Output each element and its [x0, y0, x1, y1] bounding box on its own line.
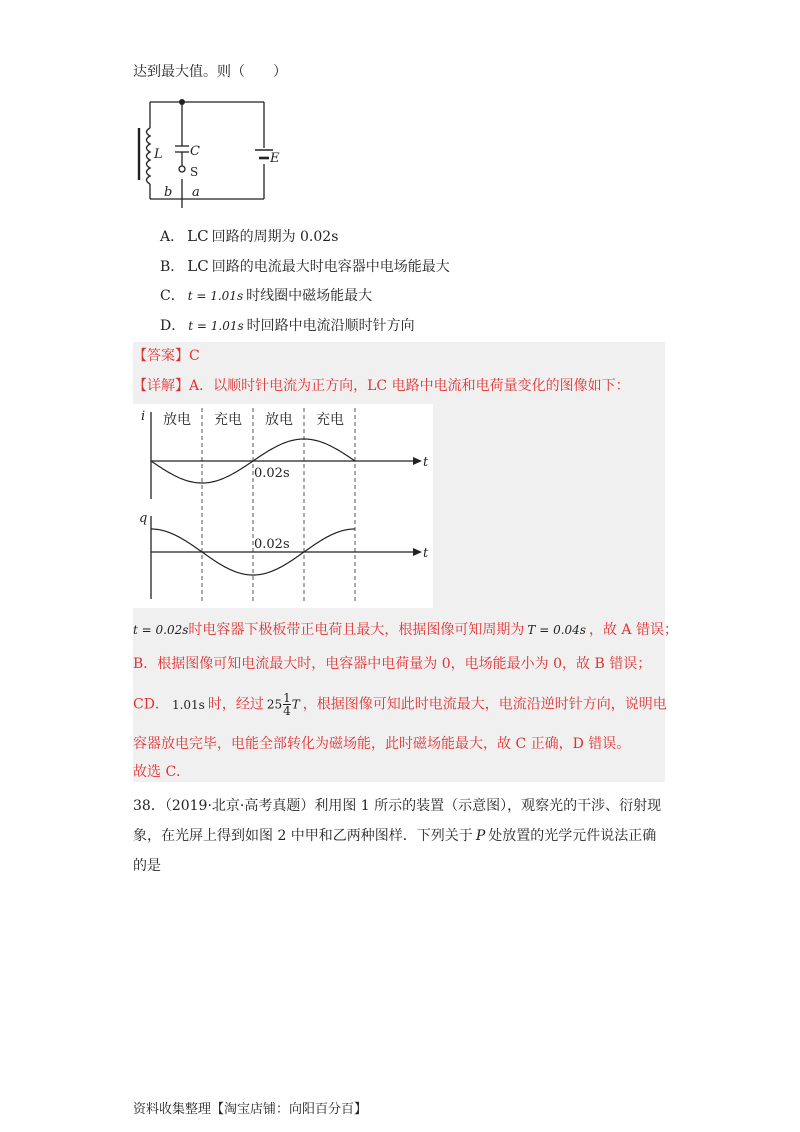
label-L: L — [154, 147, 163, 162]
question-text: 象，在光屏上得到如图 2 中甲和乙两种图样．下列关于 — [133, 828, 473, 844]
answer-value: C — [189, 348, 200, 364]
detail-line-3: B．根据图像可知电流最大时，电容器中电荷量为 0，电场能最小为 0，故 B 错误； — [133, 656, 652, 672]
option-text: 时回路中电流沿顺时针方向 — [246, 318, 415, 334]
detail-text: A．以顺时针电流为正方向，LC 电路中电流和电荷量变化的图像如下： — [189, 378, 630, 394]
fraction-numerator: 1 — [283, 691, 291, 705]
option-math: t = 1.01s — [188, 319, 244, 333]
question-intro: 达到最大值。则（ ） — [133, 64, 287, 80]
option-letter: B． — [160, 259, 185, 275]
detail-line-4 — [133, 692, 667, 717]
fraction-denominator: 4 — [283, 704, 291, 718]
phase-label: 充电 — [316, 412, 344, 428]
option-letter: D． — [160, 318, 186, 334]
detail-math-T: T = 0.04s — [527, 623, 586, 637]
lc-circuit-diagram — [130, 96, 280, 212]
t-axis-label: t — [423, 546, 429, 561]
option-a — [160, 226, 338, 247]
fraction-variable: T — [291, 697, 300, 712]
option-math: LC — [187, 257, 209, 275]
label-S: S — [190, 165, 199, 179]
option-letter: A． — [160, 229, 185, 245]
label-a: a — [192, 185, 200, 200]
detail-line-6: 故选 C． — [133, 764, 191, 780]
detail-line-2 — [133, 620, 678, 640]
label-E: E — [270, 151, 280, 166]
footer-note: 资料收集整理【淘宝店铺：向阳百分百】 — [133, 1102, 368, 1117]
label-C: C — [190, 144, 200, 159]
answer-line — [133, 346, 200, 366]
question-38-line-2 — [133, 826, 656, 846]
detail-line-1 — [133, 376, 630, 396]
option-text: 回路的电流最大时电容器中电场能最大 — [211, 259, 450, 275]
answer-label: 【答案】 — [133, 348, 189, 364]
q-axis-label: q — [139, 511, 148, 526]
fraction-whole: 25 — [266, 697, 283, 712]
detail-text: 时电容器下极板带正电荷且最大，根据图像可知周期为 — [188, 622, 525, 638]
detail-math-t: t = 0.02s — [133, 623, 189, 637]
label-b: b — [164, 185, 173, 200]
t-axis-label: t — [423, 455, 429, 470]
detail-text: 时，经过 — [207, 696, 264, 713]
option-math: t = 1.01s — [187, 289, 244, 303]
i-tick-label: 0.02s — [254, 466, 290, 481]
option-c — [160, 286, 372, 306]
question-var-P: P — [475, 828, 486, 844]
question-38-line-1: 38．（2019·北京·高考真题）利用图 1 所示的装置（示意图），观察光的干涉、衍射现 — [133, 798, 662, 814]
lc-oscillation-graph — [133, 404, 433, 608]
detail-line-5: 容器放电完毕，电能全部转化为磁场能，此时磁场能最大，故 C 正确，D 错误。 — [133, 736, 631, 752]
detail-math-time: 1.01s — [171, 697, 205, 712]
detail-text: ，故 A 错误； — [588, 622, 678, 638]
question-38-line-3: 的是 — [133, 858, 161, 874]
option-letter: C． — [160, 288, 185, 304]
detail-text: CD． — [133, 696, 169, 713]
fraction-expression — [267, 692, 300, 717]
q-tick-label: 0.02s — [254, 537, 290, 552]
detail-text: ，根据图像可知此时电流最大，电流沿逆时针方向，说明电 — [302, 696, 667, 713]
option-b — [160, 256, 450, 277]
phase-label: 放电 — [163, 412, 191, 428]
option-text: 回路的周期为 0.02s — [211, 229, 339, 245]
option-text: 时线圈中磁场能最大 — [246, 288, 373, 304]
phase-label: 放电 — [265, 412, 293, 428]
question-text: 处放置的光学元件说法正确 — [488, 828, 657, 844]
detail-label: 【详解】 — [133, 378, 189, 394]
option-math: LC — [187, 227, 209, 245]
i-axis-label: i — [141, 409, 146, 424]
phase-label: 充电 — [214, 412, 242, 428]
option-d — [160, 316, 415, 336]
